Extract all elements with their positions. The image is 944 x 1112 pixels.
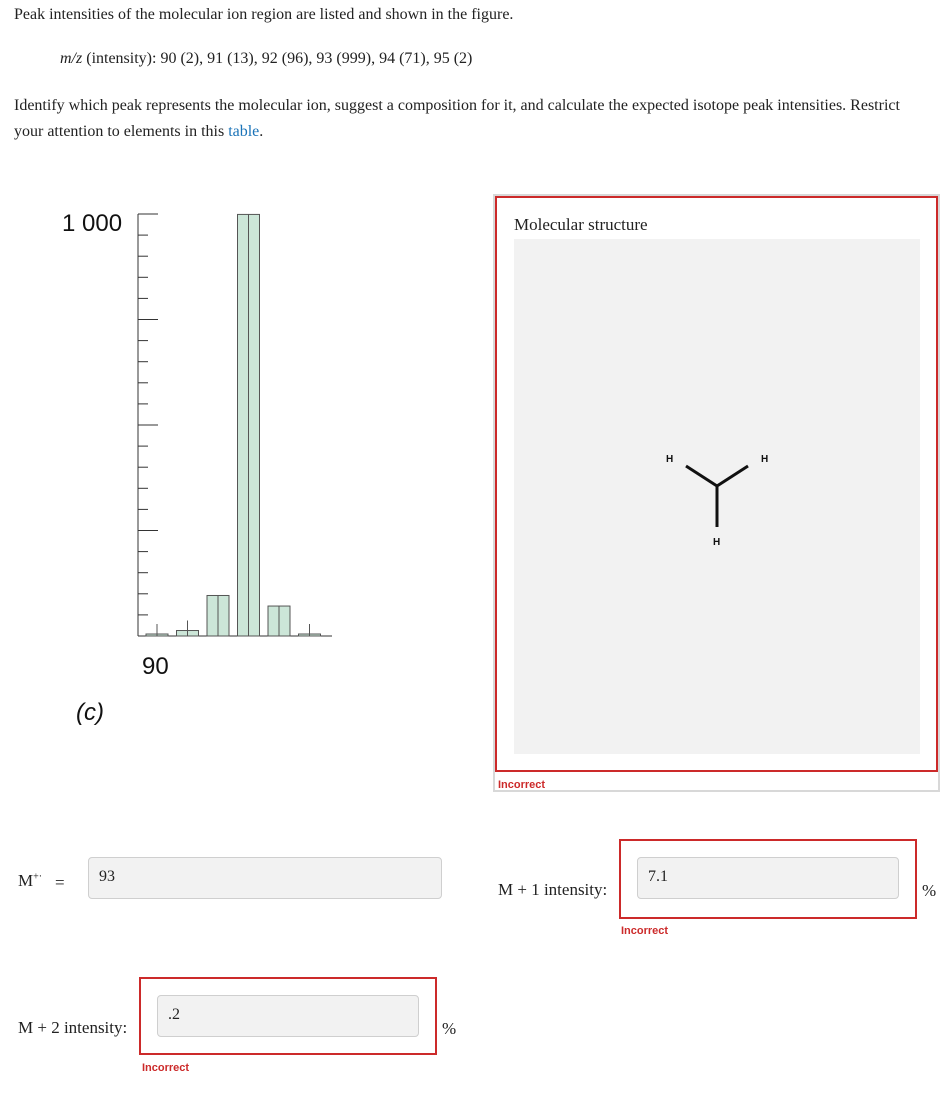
- peak-values: (intensity): 90 (2), 91 (13), 92 (96), 93 (999), 94 (71), 95 (2): [82, 50, 473, 67]
- m-plus-1-input[interactable]: 7.1: [637, 857, 899, 899]
- molecular-ion-label: M+·: [18, 871, 43, 890]
- mass-spectrum-chart: [0, 190, 360, 730]
- m-plus-2-input[interactable]: .2: [157, 995, 419, 1037]
- molecular-structure-canvas[interactable]: [514, 239, 920, 754]
- y-axis-top-label: 1 000: [62, 210, 123, 237]
- question-body: Identify which peak represents the molecular ion, suggest a composition for it, and calculate the expected isotope peak intensities. Restrict your attention to elements in this: [14, 97, 900, 140]
- m-plus-1-unit: %: [922, 881, 937, 900]
- m-plus-2-unit: %: [442, 1019, 457, 1038]
- question-text: [14, 93, 914, 145]
- peak-list: [60, 50, 472, 68]
- intro-text: Peak intensities of the molecular ion region are listed and shown in the figure.: [14, 6, 514, 23]
- atom-h: H: [713, 537, 721, 548]
- atom-h: H: [761, 454, 769, 465]
- chart-bars: [146, 214, 321, 636]
- panel-label: (c): [76, 699, 104, 726]
- question-end: .: [259, 123, 264, 140]
- bond-line: [717, 466, 748, 486]
- molecular-structure-title: Molecular structure: [514, 215, 648, 234]
- mz-label: m/z: [60, 50, 83, 67]
- m-plus-1-label: M + 1 intensity:: [498, 880, 608, 899]
- radical-cation-superscript: +·: [33, 871, 43, 883]
- m-plus-2-status: Incorrect: [142, 1062, 190, 1074]
- bond-line: [686, 466, 717, 486]
- m-plus-2-label: M + 2 intensity:: [18, 1018, 128, 1037]
- m-plus-1-status: Incorrect: [621, 925, 669, 937]
- molecular-structure-status: Incorrect: [498, 779, 546, 791]
- table-link[interactable]: table: [228, 123, 260, 140]
- chart-axes: [138, 214, 332, 636]
- x-axis-label: 90: [142, 653, 169, 680]
- molecule-drawing: [514, 239, 920, 754]
- equals-sign: =: [55, 873, 65, 892]
- atom-h: H: [666, 454, 674, 465]
- molecular-ion-input[interactable]: 93: [88, 857, 442, 899]
